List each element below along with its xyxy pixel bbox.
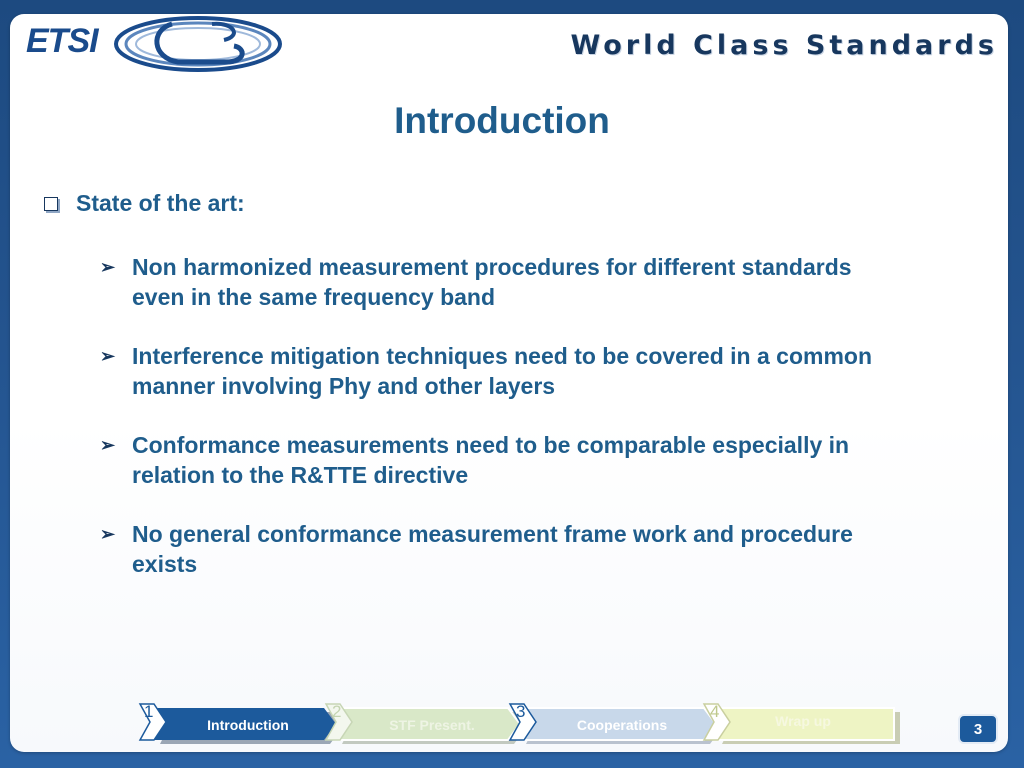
list-item: [100, 519, 960, 579]
tab-label: Cooperations: [576, 717, 668, 733]
arrow-bullet-icon: ➢: [100, 435, 116, 455]
bullet-line: Conformance measurements need to be comparable especially in: [132, 432, 850, 458]
tab-number: 2: [332, 702, 342, 721]
tab-label: Wrap up: [775, 713, 831, 729]
bullet-line: manner involving Phy and other layers: [132, 373, 556, 399]
tab-number: 4: [710, 702, 720, 721]
logo-text: ETSI: [26, 22, 98, 60]
page-number-badge: 3: [958, 714, 998, 744]
bullet-line: even in the same frequency band: [132, 284, 496, 310]
bullet-line: exists: [132, 551, 198, 577]
brand-tagline: World Class Standards: [570, 30, 998, 61]
arrow-bullet-icon: ➢: [100, 524, 116, 544]
section-nav: [138, 702, 908, 746]
etsi-logo: [26, 10, 286, 76]
arrow-bullet-icon: ➢: [100, 257, 116, 277]
arrow-bullet-icon: ➢: [100, 346, 116, 366]
bullet-line: Interference mitigation techniques need to be covered in a common: [132, 343, 872, 369]
tab-number: 1: [144, 702, 154, 721]
slide-title: Introduction: [394, 100, 610, 141]
tab-label: Introduction: [207, 717, 289, 733]
list-item: [100, 252, 960, 312]
bullet-line: Non harmonized measurement procedures for different standards: [132, 254, 852, 280]
list-item: [100, 430, 960, 490]
tab-wrap-up[interactable]: [728, 704, 878, 738]
bullet-line: No general conformance measurement frame work and procedure: [132, 521, 853, 547]
level1-bullet: [44, 190, 245, 217]
tab-introduction[interactable]: [168, 708, 328, 742]
list-item: [100, 341, 960, 401]
tab-number: 3: [516, 702, 526, 721]
bullet-line: relation to the R&TTE directive: [132, 462, 469, 488]
checkbox-bullet-icon: [44, 197, 58, 211]
logo-swoosh-icon: [106, 10, 286, 76]
level1-text: State of the art:: [76, 190, 245, 216]
tab-stf-present[interactable]: [350, 708, 514, 742]
tab-label: STF Present.: [389, 717, 475, 733]
tab-cooperations[interactable]: [534, 708, 710, 742]
